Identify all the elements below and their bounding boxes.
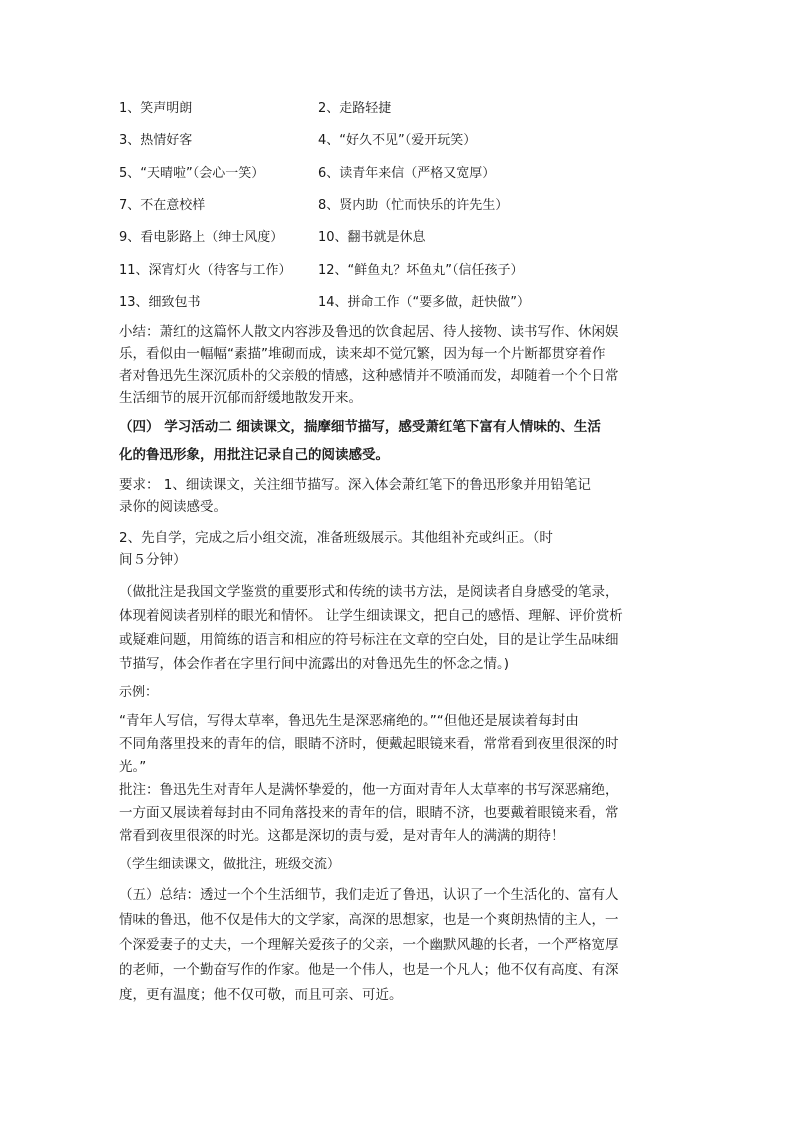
requirement-line: 2、先自学，完成之后小组交流，准备班级展示。其他组补充或纠正。（时 bbox=[119, 530, 553, 546]
trait-item: 5、“天晴啦”（会心一笑） bbox=[119, 166, 265, 181]
heading-line: 化的鲁迅形象，用批注记录自己的阅读感受。 bbox=[119, 447, 389, 463]
trait-item: 12、“鲜鱼丸？坏鱼丸”（信任孩子） bbox=[318, 263, 524, 278]
trait-item: 11、深宵灯火（待客与工作） bbox=[119, 263, 292, 278]
note-line: 体现着阅读者别样的眼光和情怀。 让学生细读课文，把自己的感悟、理解、评价赏析 bbox=[119, 608, 623, 624]
trait-item: 13、细致包书 bbox=[119, 295, 201, 310]
conclusion-line: 度，更有温度；他不仅可敬，而且可亲、可近。 bbox=[119, 987, 403, 1003]
annotation-line: 一方面又展读着每封由不同角落投来的青年的信，眼睛不济，也要戴着眼镜来看，常 bbox=[119, 805, 619, 821]
quote-line: 光。” bbox=[119, 759, 147, 775]
summary-paragraph bbox=[119, 321, 675, 409]
trait-item: 8、贤内助（忙而快乐的许先生） bbox=[318, 198, 509, 213]
trait-item: 3、热情好客 bbox=[119, 133, 193, 148]
example-label: 示例： bbox=[119, 685, 159, 700]
quote-line: 不同角落里投来的青年的信，眼睛不济时，便戴起眼镜来看，常常看到夜里很深的时 bbox=[119, 736, 619, 752]
conclusion-line: 个深爱妻子的丈夫，一个理解关爱孩子的父亲，一个幽默风趣的长者，一个严格宽厚 bbox=[119, 937, 619, 953]
summary-line: 生活细节的展开沉郁而舒缓地散发开来。 bbox=[119, 390, 362, 406]
summary-line: 乐，看似由一幅幅“素描”堆砌而成，读来却不觉冗繁，因为每一个片断都贯穿着作 bbox=[119, 346, 606, 362]
conclusion-line: 的老师，一个勤奋写作的作家。他是一个伟人，也是一个凡人；他不仅有高度、有深 bbox=[119, 962, 619, 978]
note-line: （做批注是我国文学鉴赏的重要形式和传统的读书方法，是阅读者自身感受的笔录， bbox=[119, 584, 619, 600]
note-line: 节描写，体会作者在字里行间中流露出的对鲁迅先生的怀念之情。) bbox=[119, 656, 510, 672]
summary-line: 小结：萧红的这篇怀人散文内容涉及鲁迅的饮食起居、待人接物、读书写作、休闲娱 bbox=[119, 324, 619, 340]
activity-heading bbox=[119, 413, 675, 469]
heading-line: （四） 学习活动二 细读课文，揣摩细节描写，感受萧红笔下富有人情味的、生活 bbox=[119, 419, 601, 435]
quote-line: “青年人写信，写得太草率，鲁迅先生是深恶痛绝的。”“但他还是展读着每封由 bbox=[119, 713, 579, 729]
trait-item: 10、翻书就是休息 bbox=[318, 230, 426, 245]
class-activity: （学生细读课文，做批注，班级交流） bbox=[119, 857, 341, 872]
conclusion-paragraph bbox=[119, 883, 675, 1008]
summary-line: 者对鲁迅先生深沉质朴的父亲般的情感，这种感情并不喷涌而发，却随着一个个日常 bbox=[119, 368, 619, 384]
requirement-line: 要求： 1、细读课文，关注细节描写。深入体会萧红笔下的鲁迅形象并用铅笔记 bbox=[119, 477, 591, 493]
trait-item: 2、走路轻捷 bbox=[318, 101, 392, 116]
annotation-paragraph bbox=[119, 779, 675, 848]
quote-paragraph bbox=[119, 710, 675, 779]
trait-item: 1、笑声明朗 bbox=[119, 101, 193, 116]
annotation-line: 批注：鲁迅先生对青年人是满怀挚爱的，他一方面对青年人太草率的书写深恶痛绝， bbox=[119, 782, 619, 798]
trait-item: 14、拼命工作（“要多做，赶快做”） bbox=[318, 295, 531, 310]
conclusion-line: （五）总结：透过一个个生活细节，我们走近了鲁迅，认识了一个生活化的、富有人 bbox=[119, 887, 619, 903]
note-line: 或疑难问题，用简练的语言和相应的符号标注在文章的空白处，目的是让学生品味细 bbox=[119, 632, 619, 648]
annotation-line: 常看到夜里很深的时光。这都是深切的责与爱，是对青年人的满满的期待！ bbox=[119, 828, 565, 844]
conclusion-line: 情味的鲁迅，他不仅是伟大的文学家，高深的思想家，也是一个爽朗热情的主人，一 bbox=[119, 912, 619, 928]
teaching-note bbox=[119, 580, 675, 676]
trait-item: 4、“好久不见”（爱开玩笑） bbox=[318, 133, 477, 148]
requirement-1 bbox=[119, 474, 675, 518]
requirement-2 bbox=[119, 527, 675, 571]
trait-item: 9、看电影路上（绅士风度） bbox=[119, 230, 284, 245]
trait-item: 6、读青年来信（严格又宽厚） bbox=[318, 166, 496, 181]
requirement-line: 录你的阅读感受。 bbox=[119, 499, 227, 515]
requirement-line: 间５分钟） bbox=[119, 552, 187, 568]
trait-item: 7、不在意校样 bbox=[119, 198, 206, 213]
